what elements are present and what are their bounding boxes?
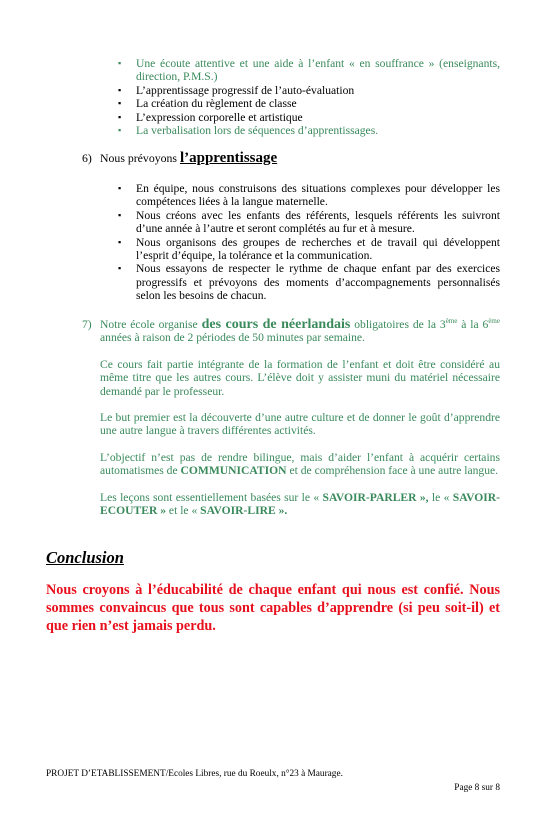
conclusion-text: Nous croyons à l’éducabilité de chaque enfant qui nous est confié. Nous sommes convaincus que tous sont capables d’apprendre (si peu soit-il) et que rien n’est jamais perdu. (46, 582, 500, 634)
list-item-text: La création du règlement de classe (136, 97, 297, 111)
list-item (115, 57, 500, 84)
intro-text: Notre école organise (100, 318, 202, 331)
section-highlight: des cours de néerlandais (201, 317, 351, 332)
section-lead: Nous prévoyons (100, 151, 180, 165)
list-item (115, 236, 500, 263)
list-item-text: L’apprentissage progressif de l’auto-évaluation (136, 83, 355, 97)
top-bullet-list (115, 57, 500, 137)
intro-text: à la 6 (457, 318, 489, 331)
bold-term: SAVOIR-PARLER », (322, 490, 429, 504)
paragraph (100, 451, 500, 478)
page-number: Page 8 sur 8 (454, 783, 500, 793)
list-item (115, 84, 500, 97)
list-item-text: En équipe, nous construisons des situations complexes pour développer les compétences liées à la langue maternelle. (136, 182, 500, 209)
list-item (115, 97, 500, 110)
list-item-text: Nous créons avec les enfants des référents, lesquels référents les suivront d’une année à l’autre et seront complétés au fur et à mesure. (136, 208, 500, 236)
ordinal-suffix: ème (445, 317, 458, 326)
conclusion-heading: Conclusion (46, 548, 124, 567)
learning-bullet-list (115, 182, 500, 303)
list-item (115, 124, 500, 137)
square-bullet-icon: ▪ (118, 236, 122, 247)
bold-term: SAVOIR-LIRE ». (200, 504, 288, 518)
list-item-text: Nous organisons des groupes de recherches et de travail qui développent l’esprit d’équipe, la tolérance et la communication. (136, 235, 500, 263)
list-item (115, 262, 500, 302)
footer-project: PROJET D’ETABLISSEMENT/Ecoles Libres, rue du Roeulx, n°23 à Maurage. (46, 769, 343, 779)
square-bullet-icon: ▪ (118, 263, 122, 274)
list-item (115, 111, 500, 124)
paragraph: Ce cours fait partie intégrante de la formation de l’enfant et doit être considéré au même titre que les autres cours. L’élève doit y assister muni du matériel nécessaire demandé par le professeur. (100, 357, 500, 398)
square-bullet-icon: ▪ (118, 111, 122, 122)
paragraph (100, 491, 500, 518)
section-highlight: l’apprentissage (179, 150, 278, 166)
list-item-text: Nous essayons de respecter le rythme de chaque enfant par des exercices progressifs et prévoyons des moments d’accompagnements personnalisés selon les besoins de chacun. (136, 262, 500, 303)
paragraph-text: Les leçons sont essentiellement basées sur le « (100, 490, 323, 504)
list-item (115, 209, 500, 236)
section-7 (82, 318, 500, 530)
square-bullet-icon: ▪ (118, 84, 122, 95)
bold-term: SAVOIR-ECOUTER » (100, 490, 501, 518)
paragraph: Le but premier est la découverte d’une autre culture et de donner le goût d’apprendre une autre langue à travers différentes activités. (100, 411, 500, 438)
square-bullet-icon: ▪ (118, 209, 122, 220)
ordinal-suffix: ème (488, 317, 500, 326)
square-bullet-icon: ▪ (118, 98, 122, 109)
list-item-text: Une écoute attentive et une aide à l’enfant « en souffrance » (enseignants, direction, P.M.S.) (136, 57, 500, 84)
section-number: 6) (82, 151, 92, 165)
paragraph-text: L’objectif n’est pas de rendre bilingue, mais d’aider l’enfant à acquérir certains automatismes de (100, 450, 500, 478)
intro-text: années à raison de 2 périodes de 50 minutes par semaine. (100, 331, 365, 345)
intro-text: obligatoires de la 3 (350, 318, 446, 331)
section-number: 7) (82, 318, 92, 331)
section-7-intro (100, 318, 500, 345)
list-item-text: La verbalisation lors de séquences d’apprentissages. (136, 124, 379, 138)
paragraph-text: le « (428, 490, 453, 504)
square-bullet-icon: ▪ (118, 58, 122, 68)
square-bullet-icon: ▪ (118, 183, 122, 193)
paragraph-text: et de compréhension face à une autre langue. (286, 464, 499, 478)
list-item-text: L’expression corporelle et artistique (136, 110, 303, 124)
square-bullet-icon: ▪ (118, 125, 122, 136)
bold-term: COMMUNICATION (180, 464, 287, 478)
section-6-heading (82, 152, 277, 165)
list-item (115, 182, 500, 209)
paragraph-text: et le « (166, 504, 201, 518)
